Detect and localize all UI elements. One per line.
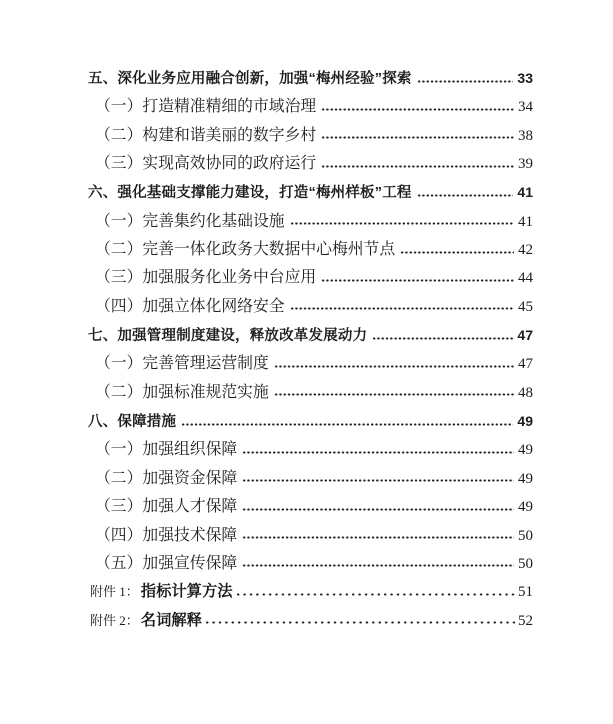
dot-leader	[290, 300, 514, 311]
toc-entry-title: （二）加强资金保障	[95, 469, 238, 487]
dot-leader	[242, 529, 514, 540]
toc-entry[interactable]	[88, 493, 533, 521]
dot-leader	[242, 472, 514, 483]
dot-leader	[181, 415, 513, 426]
toc-entry-page-number: 48	[518, 384, 533, 401]
toc-entry[interactable]	[88, 436, 533, 464]
dot-leader	[417, 72, 514, 83]
toc-entry-title: 六、强化基础支撑能力建设，打造“梅州样板”工程	[88, 185, 412, 202]
toc-entry-title: 八、保障措施	[88, 414, 177, 431]
toc-entry-page-number: 49	[518, 442, 533, 459]
toc-entry-page-number: 33	[517, 70, 533, 86]
toc-entry[interactable]	[88, 122, 533, 150]
toc-entry-title: （四）加强技术保障	[95, 526, 238, 544]
toc-entry-title: （三）加强人才保障	[95, 498, 238, 516]
toc-entry-page-number: 50	[518, 527, 533, 544]
dot-leader	[242, 557, 514, 568]
dot-leader	[274, 357, 514, 368]
toc-entry-page-number: 47	[517, 327, 533, 344]
dot-leader	[204, 614, 515, 625]
toc-entry[interactable]	[88, 379, 533, 407]
toc-entry-title: （五）加强宣传保障	[95, 554, 238, 572]
toc-entry[interactable]	[88, 293, 533, 321]
toc-entry-title: 名词解释	[140, 611, 202, 629]
toc-entry-page-number: 42	[518, 242, 533, 259]
toc-entry[interactable]	[88, 64, 533, 93]
toc-entry[interactable]	[88, 465, 533, 493]
toc-entry[interactable]	[88, 236, 533, 264]
toc-entry[interactable]	[88, 150, 533, 178]
toc-entry-prefix: 附件 1：	[90, 584, 139, 600]
toc-entry-title: （一）加强组织保障	[95, 441, 238, 459]
toc-list	[88, 64, 533, 635]
toc-entry[interactable]	[88, 321, 533, 350]
dot-leader	[400, 243, 514, 254]
toc-entry-page-number: 49	[517, 413, 533, 430]
toc-entry[interactable]	[88, 208, 533, 236]
toc-entry-page-number: 47	[518, 356, 533, 373]
toc-entry[interactable]	[88, 350, 533, 378]
toc-entry-title: （三）加强服务化业务中台应用	[95, 269, 317, 287]
toc-entry-page-number: 51	[518, 584, 533, 601]
toc-entry-page-number: 44	[518, 270, 533, 287]
toc-entry-title: （二）加强标准规范实施	[95, 383, 269, 401]
toc-entry[interactable]	[88, 607, 533, 635]
toc-entry-page-number: 38	[518, 127, 533, 144]
toc-entry[interactable]	[88, 93, 533, 121]
toc-entry-title: （二）完善一体化政务大数据中心梅州节点	[95, 241, 396, 259]
toc-entry-page-number: 45	[518, 298, 533, 315]
toc-entry-prefix: 附件 2：	[90, 612, 139, 628]
toc-entry-title: 指标计算方法	[140, 583, 233, 601]
toc-entry[interactable]	[88, 522, 533, 550]
toc-entry-title: 五、深化业务应用融合创新，加强“梅州经验”探索	[88, 71, 412, 87]
dot-leader	[321, 271, 514, 282]
dot-leader	[417, 186, 514, 197]
toc-entry[interactable]	[88, 264, 533, 292]
toc-entry-title: （一）完善集约化基础设施	[95, 212, 285, 230]
toc-entry-page-number: 41	[518, 213, 533, 230]
toc-entry-title: （一）完善管理运营制度	[95, 355, 269, 373]
toc-entry-title: （四）加强立体化网络安全	[95, 297, 285, 315]
toc-entry-page-number: 49	[518, 499, 533, 516]
dot-leader	[235, 585, 515, 596]
toc-entry-title: （三）实现高效协同的政府运行	[95, 155, 317, 173]
toc-entry-page-number: 49	[518, 470, 533, 487]
dot-leader	[321, 100, 514, 111]
toc-entry-page-number: 50	[518, 555, 533, 572]
toc-entry[interactable]	[88, 578, 533, 606]
dot-leader	[290, 215, 514, 226]
toc-entry-page-number: 41	[517, 184, 533, 201]
toc-entry-title: 七、加强管理制度建设，释放改革发展动力	[88, 328, 368, 345]
dot-leader	[274, 386, 514, 397]
toc-entry-title: （二）构建和谐美丽的数字乡村	[95, 126, 317, 144]
toc-entry[interactable]	[88, 407, 533, 436]
dot-leader	[242, 500, 514, 511]
toc-entry-page-number: 39	[518, 156, 533, 173]
dot-leader	[321, 157, 514, 168]
toc-entry-title: （一）打造精准精细的市域治理	[95, 98, 317, 116]
toc-entry-page-number: 52	[518, 612, 533, 629]
dot-leader	[372, 329, 513, 340]
toc-entry[interactable]	[88, 178, 533, 207]
dot-leader	[242, 443, 514, 454]
toc-entry-page-number: 34	[518, 99, 533, 116]
dot-leader	[321, 129, 514, 140]
toc-entry[interactable]	[88, 550, 533, 578]
